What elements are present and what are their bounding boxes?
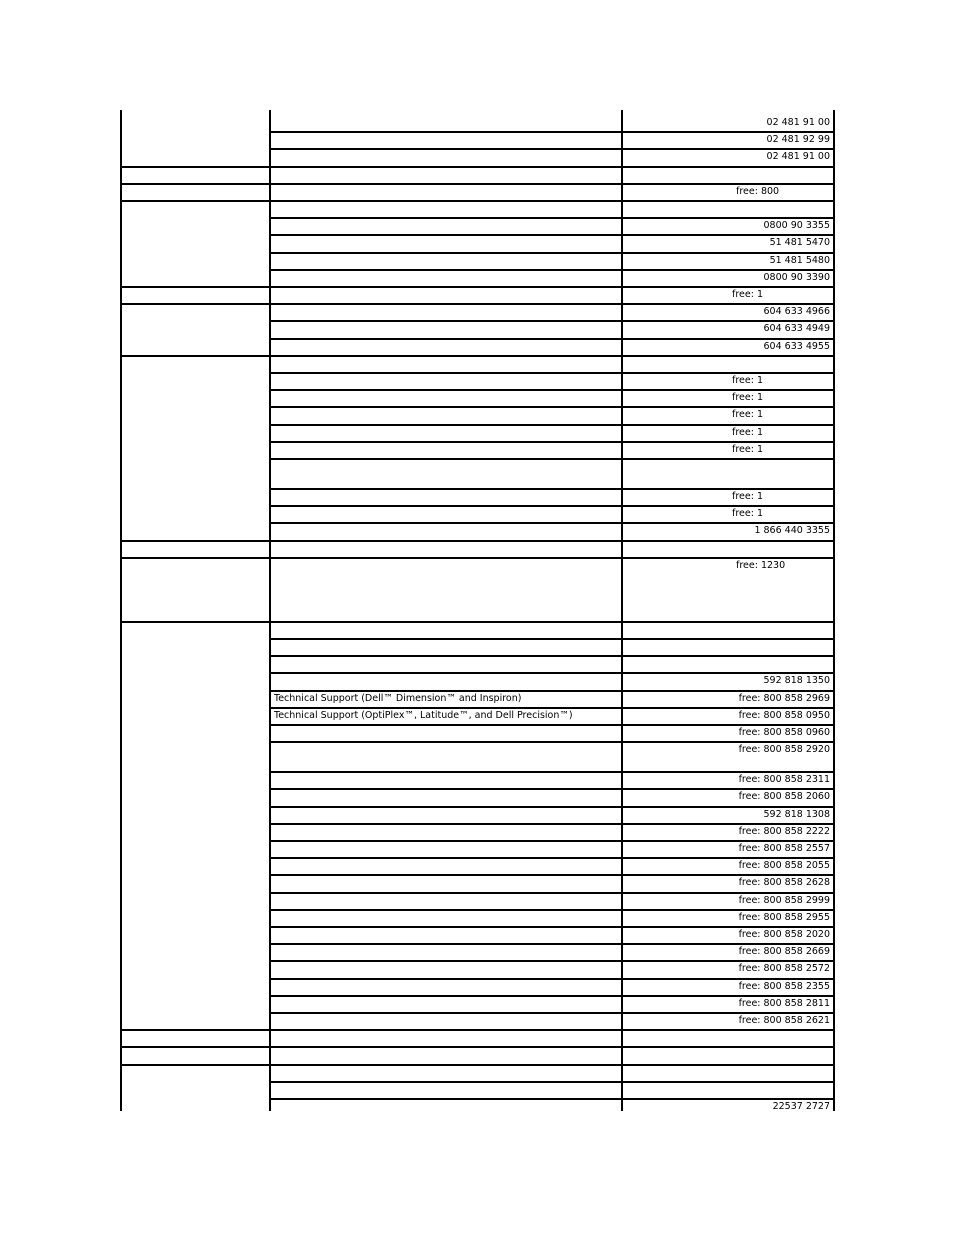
row-divider	[270, 621, 835, 623]
row-divider	[270, 823, 835, 825]
row-divider	[270, 217, 835, 219]
phone-number: free: 1	[732, 392, 763, 403]
phone-number: free: 800 858 2955	[738, 912, 830, 923]
phone-number: free: 800 858 2355	[738, 981, 830, 992]
row-divider	[270, 741, 835, 743]
service-description: Technical Support (Dell™ Dimension™ and Inspiron)	[274, 693, 522, 704]
row-divider	[270, 926, 835, 928]
row-divider	[270, 806, 835, 808]
row-divider	[270, 638, 835, 640]
row-divider	[270, 909, 835, 911]
row-divider	[270, 148, 835, 150]
row-divider	[270, 707, 835, 709]
phone-number: 604 633 4955	[763, 341, 830, 352]
row-divider	[270, 960, 835, 962]
row-divider	[270, 840, 835, 842]
phone-number: free: 800 858 2621	[738, 1015, 830, 1026]
row-divider	[270, 131, 835, 133]
row-divider	[270, 505, 835, 507]
row-divider	[270, 488, 835, 490]
phone-number: free: 800 858 2060	[738, 791, 830, 802]
phone-number: free: 800 858 0960	[738, 727, 830, 738]
phone-number: 51 481 5470	[769, 237, 830, 248]
phone-number: 604 633 4966	[763, 306, 830, 317]
phone-number: free: 1	[732, 289, 763, 300]
row-divider	[270, 338, 835, 340]
row-divider	[270, 441, 835, 443]
phone-number: free: 1	[732, 427, 763, 438]
row-divider	[270, 540, 835, 542]
phone-number: 0800 90 3390	[763, 272, 830, 283]
phone-number: free: 800 858 2222	[738, 826, 830, 837]
phone-number: free: 800 858 2628	[738, 877, 830, 888]
phone-number: 592 818 1350	[763, 675, 830, 686]
row-divider	[270, 355, 835, 357]
service-description: Technical Support (OptiPlex™, Latitude™, and Dell Precision™)	[274, 710, 573, 721]
row-divider	[270, 724, 835, 726]
row-divider	[270, 303, 835, 305]
phone-number: 22537 2727	[772, 1101, 830, 1112]
phone-number: 02 481 92 99	[766, 134, 830, 145]
row-divider	[270, 892, 835, 894]
row-divider	[270, 857, 835, 859]
column-border-2	[621, 110, 623, 1111]
phone-number: free: 800 858 2969	[738, 693, 830, 704]
phone-number: 02 481 91 00	[766, 117, 830, 128]
row-divider	[270, 943, 835, 945]
row-divider	[270, 424, 835, 426]
phone-number: free: 1	[732, 409, 763, 420]
row-divider	[270, 978, 835, 980]
phone-number: 02 481 91 00	[766, 151, 830, 162]
row-divider	[270, 183, 835, 185]
phone-number: free: 800 858 2669	[738, 946, 830, 957]
row-divider	[270, 995, 835, 997]
phone-number: free: 800 858 2557	[738, 843, 830, 854]
row-divider	[270, 1012, 835, 1014]
row-divider	[270, 286, 835, 288]
row-divider	[270, 166, 835, 168]
phone-number: free: 800 858 2020	[738, 929, 830, 940]
column-border-1	[269, 110, 271, 1111]
row-divider	[270, 200, 835, 202]
row-divider	[270, 690, 835, 692]
phone-number: free: 800	[736, 186, 780, 197]
phone-number: free: 800 858 2572	[738, 963, 830, 974]
phone-number: 0800 90 3355	[763, 220, 830, 231]
row-divider	[270, 655, 835, 657]
phone-number: free: 800 858 0950	[738, 710, 830, 721]
phone-number: 592 818 1308	[763, 809, 830, 820]
row-divider	[270, 522, 835, 524]
row-divider	[270, 771, 835, 773]
phone-number: free: 1	[732, 375, 763, 386]
row-divider	[270, 1064, 835, 1066]
phone-number: free: 1	[732, 444, 763, 455]
row-divider	[270, 389, 835, 391]
phone-number: 51 481 5480	[769, 255, 830, 266]
phone-number: 604 633 4949	[763, 323, 830, 334]
row-divider	[270, 1081, 835, 1083]
phone-number: free: 800 858 2811	[738, 998, 830, 1009]
column-border-left	[120, 110, 122, 1111]
phone-number: free: 1	[732, 508, 763, 519]
row-divider	[270, 1098, 835, 1100]
row-divider	[270, 1046, 835, 1048]
column-border-right	[833, 110, 835, 1111]
phone-number: free: 800 858 2920	[738, 744, 830, 755]
phone-number: free: 1230	[736, 560, 786, 571]
phone-number: 1 866 440 3355	[754, 525, 830, 536]
row-divider	[270, 557, 835, 559]
row-divider	[270, 874, 835, 876]
row-divider	[270, 672, 835, 674]
row-divider	[270, 320, 835, 322]
row-divider	[270, 269, 835, 271]
row-divider	[270, 252, 835, 254]
phone-number: free: 800 858 2311	[738, 774, 830, 785]
row-divider	[270, 1029, 835, 1031]
phone-number: free: 800 858 2999	[738, 895, 830, 906]
row-divider	[270, 788, 835, 790]
row-divider	[270, 372, 835, 374]
phone-number: free: 800 858 2055	[738, 860, 830, 871]
row-divider	[270, 458, 835, 460]
row-divider	[270, 406, 835, 408]
phone-number: free: 1	[732, 491, 763, 502]
row-divider	[270, 234, 835, 236]
